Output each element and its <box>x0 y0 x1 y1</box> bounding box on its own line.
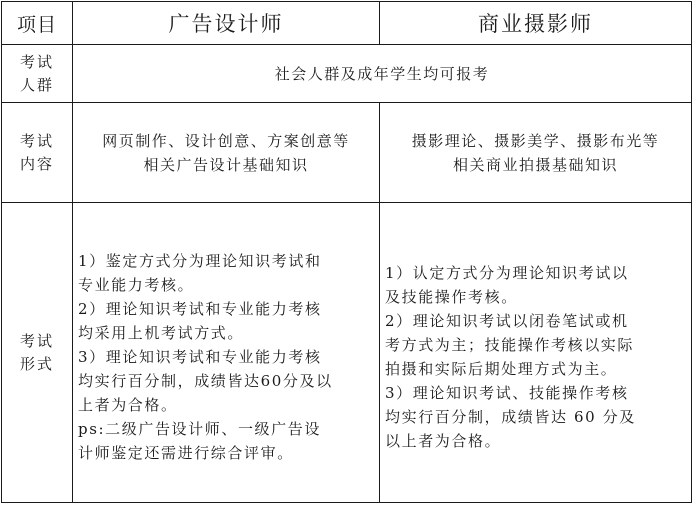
format-photo-line: 以上者为合格。 <box>385 431 502 450</box>
format-ad-line: 上者为合格。 <box>78 395 178 414</box>
content-label-line1: 考试 <box>19 131 54 150</box>
format-ad-line: 计师鉴定还需进行综合评审。 <box>78 443 294 462</box>
content-ad-line2: 相关广告设计基础知识 <box>143 155 309 174</box>
format-label-line2: 形式 <box>19 354 54 373</box>
format-ad-line: 1）鉴定方式分为理论知识考试和 <box>78 251 322 270</box>
content-photo-cell <box>380 103 692 203</box>
content-ad-line1: 网页制作、设计创意、方案创意等 <box>102 131 350 150</box>
format-photo-line: 拍摄和实际后期处理方式为主。 <box>385 359 618 378</box>
format-ad-cell <box>73 203 380 503</box>
audience-label <box>2 45 73 103</box>
format-ad-line: 2）理论知识考试和专业能力考核 <box>78 299 322 318</box>
format-ad-lines <box>78 249 375 465</box>
audience-label-line1: 考试 <box>19 52 54 71</box>
header-item: 项目 <box>2 2 73 45</box>
audience-row <box>2 45 692 103</box>
content-ad-cell <box>73 103 380 203</box>
header-ad-designer: 广告设计师 <box>73 2 380 45</box>
format-photo-lines <box>385 261 687 453</box>
content-photo-line2: 相关商业拍摄基础知识 <box>452 155 618 174</box>
format-photo-line: 2）理论知识考试以闭卷笔试或机 <box>385 311 629 330</box>
format-label-line1: 考试 <box>19 331 54 350</box>
audience-value: 社会人群及成年学生均可报考 <box>73 45 692 103</box>
format-photo-cell <box>380 203 692 503</box>
format-photo-line: 均实行百分制，成绩皆达 60 分及 <box>385 407 636 426</box>
format-ad-line: ps:二级广告设计师、一级广告设 <box>78 419 321 438</box>
format-photo-line: 考方式为主；技能操作考核以实际 <box>385 335 635 354</box>
format-ad-line: 均采用上机考试方式。 <box>78 323 245 342</box>
content-photo-line1: 摄影理论、摄影美学、摄影布光等 <box>411 131 660 150</box>
content-label <box>2 103 73 203</box>
format-photo-line: 3）理论知识考试、技能操作考核 <box>385 383 629 402</box>
header-row <box>2 2 692 45</box>
comparison-table <box>1 1 692 503</box>
format-label <box>2 203 73 503</box>
format-ad-line: 均实行百分制，成绩皆达60分及以 <box>78 371 333 390</box>
header-commercial-photographer: 商业摄影师 <box>380 2 692 45</box>
audience-label-line2: 人群 <box>19 75 54 94</box>
format-photo-line: 1）认定方式分为理论知识考试以 <box>385 263 629 282</box>
content-label-line2: 内容 <box>19 154 54 173</box>
format-row <box>2 203 692 503</box>
format-photo-line: 及技能操作考核。 <box>385 287 518 306</box>
format-ad-line: 3）理论知识考试和专业能力考核 <box>78 347 322 366</box>
format-ad-line: 专业能力考核。 <box>78 275 195 294</box>
content-row <box>2 103 692 203</box>
